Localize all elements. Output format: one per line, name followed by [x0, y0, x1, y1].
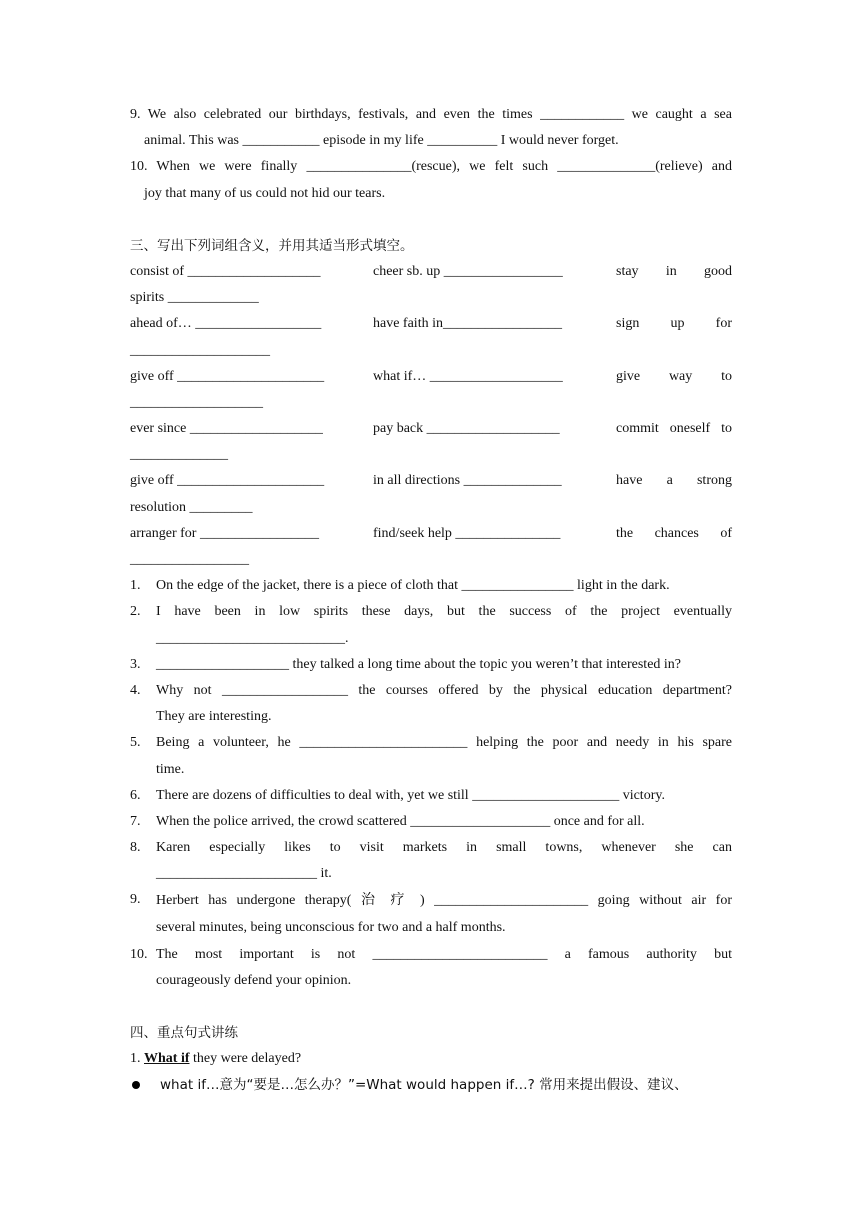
- sentence-rest: they were delayed?: [189, 1051, 302, 1067]
- sentence-item: [130, 678, 732, 730]
- phrase-cell: give off _____________________: [130, 368, 325, 384]
- sentence-item: [130, 783, 732, 809]
- phrase-cell: commit oneself to: [616, 421, 732, 437]
- sentence-line: several minutes, being unconscious for two and a half months.: [156, 920, 506, 936]
- phrase-row: [130, 259, 732, 285]
- sentence-line: ___________________ they talked a long time about the topic you weren’t that interested in?: [156, 656, 682, 672]
- phrase-cell: ever since ___________________: [130, 421, 323, 437]
- sentence-item: [130, 835, 732, 887]
- phrase-cell: give off _____________________: [130, 473, 325, 489]
- sentence-line: Being a volunteer, he ________________________ helping the poor and needy in his spare: [156, 735, 732, 751]
- sentence-line: _______________________ it.: [156, 866, 332, 882]
- item-number: 9.: [130, 892, 141, 908]
- sentence-line: There are dozens of difficulties to deal with, yet we still _____________________ victory.: [156, 787, 665, 803]
- sentence-item: [130, 887, 732, 941]
- spacer: [130, 207, 732, 233]
- bullet-icon: [130, 1072, 160, 1098]
- phrase-row: [130, 521, 732, 547]
- sentence-line: On the edge of the jacket, there is a piece of cloth that ________________ light in the dark.: [156, 578, 670, 594]
- sentence-line: The most important is not _________________________ a famous authority but: [156, 946, 732, 962]
- sentence-item: [130, 573, 732, 599]
- phrase-row: [130, 311, 732, 337]
- sentence-item: [130, 942, 732, 994]
- item-number: 2.: [130, 604, 141, 620]
- phrase-cell: cheer sb. up _________________: [373, 263, 563, 279]
- section-4-heading: 四、重点句式讲练: [130, 1025, 238, 1041]
- phrase-cell: have faith in_________________: [373, 316, 562, 332]
- phrase-continuation: ___________________: [130, 394, 263, 410]
- phrase-cell: in all directions ______________: [373, 473, 562, 489]
- sentence-pattern-1: [130, 1046, 732, 1072]
- item-number: 1.: [130, 1051, 144, 1067]
- bullet-item: [130, 1072, 732, 1098]
- phrase-table: [130, 259, 732, 573]
- sentence-list: [130, 573, 732, 994]
- phrase-continuation: resolution _________: [130, 499, 253, 515]
- sentence-line: When the police arrived, the crowd scattered ____________________ once and for all.: [156, 813, 645, 829]
- sentence-item: [130, 809, 732, 835]
- sentence-line: Why not __________________ the courses offered by the physical education department?: [156, 682, 732, 698]
- phrase-cell: pay back ___________________: [373, 421, 560, 437]
- sentence-line: I have been in low spirits these days, but the success of the project eventually: [156, 604, 732, 620]
- page-content: [130, 102, 732, 1099]
- question-9-line-1: 9. We also celebrated our birthdays, festivals, and even the times ____________ we caught a sea: [130, 107, 732, 122]
- phrase-continuation: spirits _____________: [130, 290, 259, 306]
- question-10-line-2: joy that many of us could not hid our tears.: [144, 185, 386, 201]
- phrase-row: [130, 364, 732, 390]
- sentence-line: Herbert has undergone therapy( 治 疗 ) ______________________ going without air for: [156, 893, 732, 909]
- sentence-line: Karen especially likes to visit markets in small towns, whenever she can: [156, 840, 732, 856]
- bullet-text: what if…意为“要是…怎么办？”=What would happen if…? 常用来提出假设、建议、: [160, 1077, 688, 1094]
- phrase-continuation: ______________: [130, 447, 228, 463]
- item-number: 6.: [130, 787, 141, 803]
- phrase-cell: what if… ___________________: [373, 368, 563, 384]
- phrase-cell: ahead of… __________________: [130, 316, 322, 332]
- question-10-line-1: 10. When we were finally _______________(rescue), we felt such ______________(relieve) and: [130, 159, 732, 175]
- phrase-cell: consist of ___________________: [130, 263, 321, 279]
- phrase-cell: stay in good: [616, 263, 732, 279]
- sentence-line: ___________________________.: [156, 630, 349, 646]
- section-3-heading: 三、写出下列词组含义，并用其适当形式填空。: [130, 237, 414, 254]
- item-number: 4.: [130, 682, 141, 698]
- sentence-line: courageously defend your opinion.: [156, 972, 352, 988]
- sentence-line: They are interesting.: [156, 709, 272, 725]
- phrase-continuation: _________________: [130, 552, 249, 567]
- sentence-item: [130, 652, 732, 678]
- item-number: 1.: [130, 578, 141, 594]
- item-number: 7.: [130, 813, 141, 829]
- sentence-item: [130, 730, 732, 782]
- phrase-row: [130, 468, 732, 494]
- sentence-line: time.: [156, 761, 185, 777]
- item-number: 10.: [130, 946, 148, 962]
- item-number: 5.: [130, 735, 141, 751]
- item-number: 3.: [130, 656, 141, 672]
- key-phrase: What if: [144, 1051, 190, 1067]
- phrase-cell: sign up for: [616, 316, 732, 332]
- sentence-item: [130, 599, 732, 651]
- phrase-cell: give way to: [616, 368, 732, 384]
- phrase-continuation: ____________________: [130, 342, 270, 358]
- phrase-cell: arranger for _________________: [130, 525, 319, 541]
- question-9-line-2: animal. This was ___________ episode in my life __________ I would never forget.: [144, 133, 619, 149]
- phrase-row: [130, 416, 732, 442]
- spacer: [130, 994, 732, 1020]
- item-number: 8.: [130, 840, 141, 856]
- phrase-cell: have a strong: [616, 473, 732, 489]
- phrase-cell: find/seek help _______________: [373, 525, 561, 541]
- phrase-cell: the chances of: [616, 525, 732, 541]
